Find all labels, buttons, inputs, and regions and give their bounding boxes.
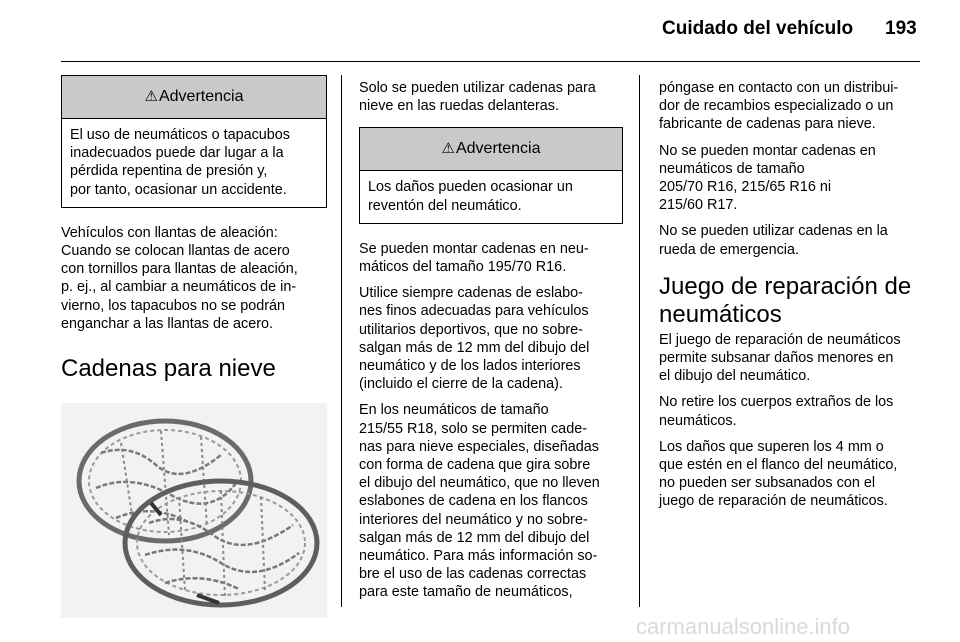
paragraph-fine-link-chains: Utilice siempre cadenas de eslabo- nes finos adecuadas para vehículos utilitarios deportivos, que no sobre- salgan más de 12 mm del dibujo del neumático y de los lados interiores (incluido el cierre de la cadena). bbox=[359, 285, 590, 393]
warning-label: Advertencia bbox=[158, 87, 244, 105]
paragraph-foreign-objects: No retire los cuerpos extraños de los neumáticos. bbox=[659, 394, 894, 429]
heading-tire-repair-kit: Juego de reparación de neumáticos bbox=[659, 272, 912, 328]
warning-box-header bbox=[360, 128, 622, 171]
paragraph-front-wheels: Solo se pueden utilizar cadenas para nieve en las ruedas delanteras. bbox=[359, 80, 596, 115]
page-header-title: Cuidado del vehículo bbox=[662, 18, 854, 39]
warning-text: Los daños pueden ocasionar un reventón del neumático. bbox=[368, 179, 573, 214]
column-1 bbox=[61, 75, 327, 623]
warning-box-2 bbox=[359, 127, 623, 223]
warning-icon: ⚠ bbox=[441, 140, 455, 158]
warning-label: Advertencia bbox=[455, 140, 541, 158]
paragraph-not-allowed-sizes: No se pueden montar cadenas en neumáticos de tamaño 205/70 R16, 215/65 R16 ni 215/60 R17. bbox=[659, 142, 876, 214]
paragraph-contact-dealer: póngase en contacto con un distribui- dor de recambios especializado o un fabricante de cadenas para nieve. bbox=[659, 80, 899, 133]
paragraph-alloy-wheels: Vehículos con llantas de aleación: Cuando se colocan llantas de acero con tornillos para llantas de aleación, p. ej., al cambiar a neumáticos de in- vierno, los tapacubos no se podrán enganchar a las llantas de acero. bbox=[61, 224, 298, 332]
snow-chains-illustration bbox=[61, 403, 327, 618]
warning-text: El uso de neumáticos o tapacubos inadecuados puede dar lugar a la pérdida repentina de presión y, por tanto, ocasionar un accidente. bbox=[70, 127, 290, 198]
paragraph-tire-size: Se pueden montar cadenas en neu- máticos del tamaño 195/70 R16. bbox=[359, 240, 589, 276]
paragraph-repair-kit-intro: El juego de reparación de neumáticos permite subsanar daños menores en el dibujo del neumático. bbox=[659, 331, 901, 385]
warning-box-header bbox=[62, 76, 326, 119]
paragraph-damage-limits: Los daños que superen los 4 mm o que estén en el flanco del neumático, no pueden ser subsanados con el juego de reparación de neumáticos. bbox=[659, 438, 898, 510]
header-rule bbox=[61, 61, 920, 62]
watermark: carmanualsonline.info bbox=[636, 614, 851, 639]
paragraph-emergency-wheel: No se pueden utilizar cadenas en la rueda de emergencia. bbox=[659, 223, 888, 258]
column-divider-2 bbox=[639, 75, 640, 607]
heading-snow-chains: Cadenas para nieve bbox=[61, 355, 276, 383]
column-2 bbox=[359, 79, 623, 610]
column-3 bbox=[659, 79, 923, 519]
page-number: 193 bbox=[885, 18, 917, 39]
paragraph-special-chains: En los neumáticos de tamaño 215/55 R18, solo se permiten cade- nas para nieve especiales, diseñadas con forma de cadena que gira sobre el dibujo del neumático, que no lleven eslabones de cadena en los flancos interiores del neumático y no sobre- salgan más de 12 mm del dibujo del neumático. Para más información so- bre el uso de las cadenas correctas para este tamaño de neumáticos, bbox=[359, 402, 600, 601]
column-divider-1 bbox=[341, 75, 342, 607]
warning-box-1 bbox=[61, 75, 327, 208]
warning-icon: ⚠ bbox=[144, 87, 158, 105]
